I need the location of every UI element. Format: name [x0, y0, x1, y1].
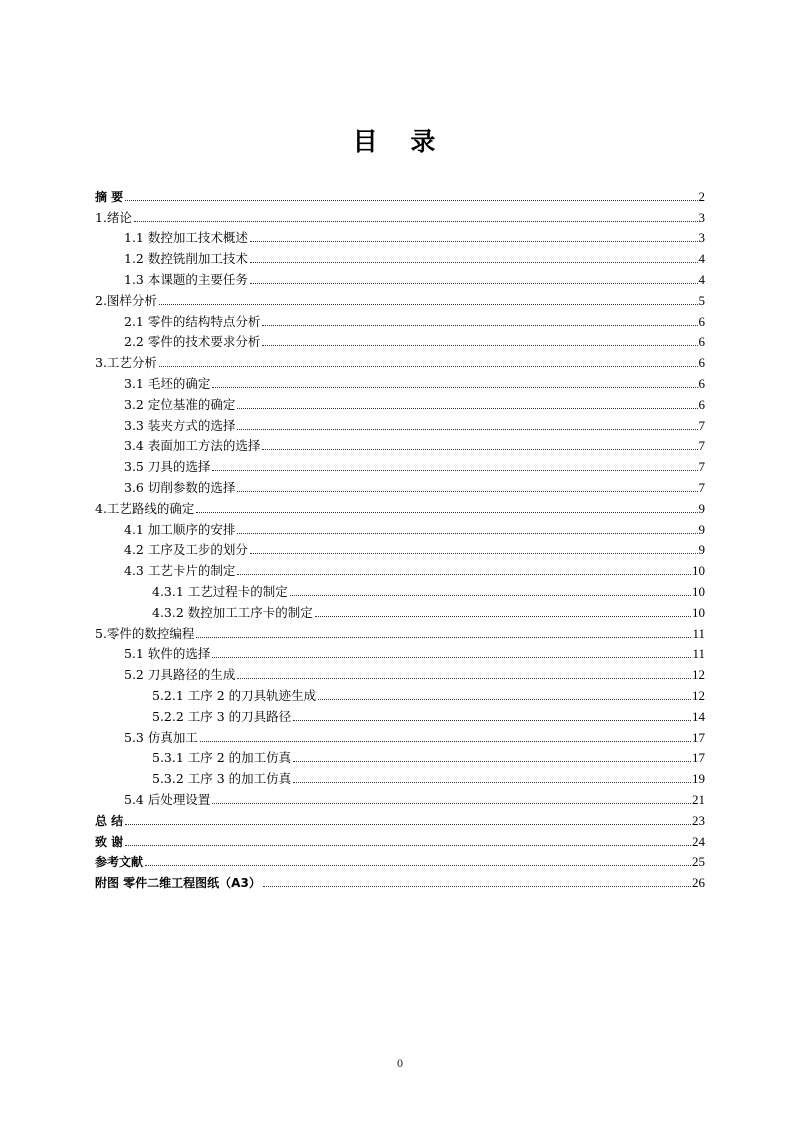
toc-entry-page: 14 — [692, 708, 705, 724]
toc-entry-label: 5.3.2 工序 3 的加工仿真 — [152, 771, 292, 787]
toc-entry-page: 25 — [692, 854, 705, 870]
toc-entry[interactable] — [95, 725, 705, 746]
dot-leader — [134, 210, 698, 224]
toc-entry-page: 6 — [698, 334, 705, 350]
toc-entry[interactable] — [95, 267, 705, 288]
toc-entry[interactable] — [95, 475, 705, 496]
toc-entry-label: 3.工艺分析 — [95, 355, 157, 371]
toc-entry-label: 5.零件的数控编程 — [95, 625, 195, 641]
toc-entry-label: 3.5 刀具的选择 — [124, 459, 211, 475]
toc-entry[interactable] — [95, 413, 705, 434]
toc-entry-label: 4.1 加工顺序的安排 — [124, 521, 236, 537]
toc-entry-page: 12 — [692, 687, 705, 703]
toc-entry[interactable] — [95, 392, 705, 413]
toc-entry[interactable] — [95, 600, 705, 621]
toc-entry-page: 24 — [692, 833, 705, 849]
dot-leader — [315, 605, 691, 619]
dot-leader — [212, 376, 697, 390]
toc-entry[interactable] — [95, 642, 705, 663]
toc-entry-label: 附图 零件二维工程图纸（A3） — [95, 876, 261, 891]
toc-entry[interactable] — [95, 538, 705, 559]
toc-entry-label: 2.2 零件的技术要求分析 — [124, 334, 261, 350]
dot-leader — [212, 459, 697, 473]
dot-leader — [237, 522, 697, 536]
toc-entry-label: 4.3 工艺卡片的制定 — [124, 563, 236, 579]
toc-entry[interactable] — [95, 662, 705, 683]
toc-entry-page: 7 — [698, 479, 705, 495]
toc-entry-label: 4.3.2 数控加工工序卡的制定 — [152, 604, 313, 620]
toc-entry[interactable] — [95, 496, 705, 517]
dot-leader — [145, 854, 691, 868]
dot-leader — [263, 875, 691, 889]
table-of-contents — [95, 184, 705, 891]
dot-leader — [125, 834, 691, 848]
toc-entry-label: 5.2.1 工序 2 的刀具轨迹生成 — [152, 687, 317, 703]
toc-entry[interactable] — [95, 829, 705, 850]
dot-leader — [250, 542, 698, 556]
dot-leader — [237, 480, 697, 494]
dot-leader — [159, 293, 698, 307]
toc-entry[interactable] — [95, 621, 705, 642]
toc-entry-page: 10 — [692, 563, 705, 579]
toc-entry-label: 1.2 数控铣削加工技术 — [124, 251, 248, 267]
toc-entry-page: 9 — [698, 521, 705, 537]
dot-leader — [125, 813, 691, 827]
toc-entry-page: 3 — [698, 230, 705, 246]
dot-leader — [250, 230, 698, 244]
toc-entry-label: 1.绪论 — [95, 209, 132, 225]
toc-entry[interactable] — [95, 683, 705, 704]
toc-entry-page: 9 — [698, 542, 705, 558]
dot-leader — [212, 646, 691, 660]
toc-entry-page: 2 — [698, 188, 705, 204]
dot-leader — [262, 334, 697, 348]
dot-leader — [318, 688, 691, 702]
toc-entry[interactable] — [95, 434, 705, 455]
toc-entry-label: 3.4 表面加工方法的选择 — [124, 438, 261, 454]
toc-entry-label: 3.3 装夹方式的选择 — [124, 417, 236, 433]
toc-entry[interactable] — [95, 454, 705, 475]
toc-entry-page: 19 — [692, 771, 705, 787]
toc-entry-page: 17 — [692, 729, 705, 745]
toc-entry[interactable] — [95, 787, 705, 808]
toc-entry-page: 7 — [698, 417, 705, 433]
toc-entry-page: 11 — [692, 625, 705, 641]
dot-leader — [159, 355, 698, 369]
toc-entry-label: 5.2.2 工序 3 的刀具路径 — [152, 708, 292, 724]
dot-leader — [237, 667, 691, 681]
toc-entry-page: 6 — [698, 396, 705, 412]
toc-entry-label: 参考文献 — [95, 855, 144, 870]
toc-entry-page: 23 — [692, 812, 705, 828]
toc-entry[interactable] — [95, 330, 705, 351]
toc-entry-page: 26 — [692, 875, 705, 891]
toc-entry-page: 17 — [692, 750, 705, 766]
toc-entry-label: 4.3.1 工艺过程卡的制定 — [152, 583, 288, 599]
dot-leader — [290, 584, 691, 598]
toc-entry[interactable] — [95, 371, 705, 392]
toc-entry-label: 3.2 定位基准的确定 — [124, 396, 236, 412]
dot-leader — [262, 314, 697, 328]
toc-entry-page: 5 — [698, 292, 705, 308]
toc-entry-page: 21 — [692, 791, 705, 807]
toc-entry-page: 10 — [692, 604, 705, 620]
toc-entry[interactable] — [95, 517, 705, 538]
toc-entry-label: 4.工艺路线的确定 — [95, 500, 195, 516]
dot-leader — [237, 397, 697, 411]
toc-entry[interactable] — [95, 350, 705, 371]
toc-entry[interactable] — [95, 766, 705, 787]
dot-leader — [250, 272, 698, 286]
toc-entry[interactable] — [95, 309, 705, 330]
toc-entry-label: 4.2 工序及工步的划分 — [124, 542, 248, 558]
toc-entry-label: 1.3 本课题的主要任务 — [124, 271, 248, 287]
toc-entry-label: 5.2 刀具路径的生成 — [124, 667, 236, 683]
toc-entry-label: 1.1 数控加工技术概述 — [124, 230, 248, 246]
dot-leader — [196, 501, 697, 515]
dot-leader — [237, 418, 697, 432]
toc-entry-label: 2.图样分析 — [95, 292, 157, 308]
toc-entry-label: 5.3 仿真加工 — [124, 729, 198, 745]
toc-entry-page: 7 — [698, 459, 705, 475]
dot-leader — [293, 771, 691, 785]
toc-entry[interactable] — [95, 746, 705, 767]
dot-leader — [293, 709, 691, 723]
toc-entry-page: 10 — [692, 583, 705, 599]
toc-entry[interactable] — [95, 246, 705, 267]
toc-entry[interactable] — [95, 850, 705, 871]
toc-entry[interactable] — [95, 579, 705, 600]
toc-entry[interactable] — [95, 226, 705, 247]
dot-leader — [196, 626, 691, 640]
toc-entry-label: 总 结 — [95, 813, 124, 828]
toc-entry[interactable] — [95, 808, 705, 829]
toc-entry-label: 3.6 切削参数的选择 — [124, 479, 236, 495]
toc-entry-page: 6 — [698, 355, 705, 371]
toc-entry-label: 5.4 后处理设置 — [124, 791, 211, 807]
toc-entry[interactable] — [95, 184, 705, 205]
toc-entry-page: 3 — [698, 209, 705, 225]
page-number: 0 — [397, 1056, 403, 1070]
toc-entry-page: 4 — [698, 251, 705, 267]
toc-entry-label: 摘 要 — [95, 189, 124, 204]
toc-entry[interactable] — [95, 205, 705, 226]
toc-entry-page: 12 — [692, 667, 705, 683]
dot-leader — [262, 438, 697, 452]
toc-entry-label: 3.1 毛坯的确定 — [124, 375, 211, 391]
dot-leader — [200, 730, 691, 744]
dot-leader — [293, 750, 691, 764]
dot-leader — [250, 251, 698, 265]
toc-entry-page: 7 — [698, 438, 705, 454]
toc-entry-label: 5.1 软件的选择 — [124, 646, 211, 662]
toc-entry-label: 致 谢 — [95, 834, 124, 849]
toc-entry[interactable] — [95, 288, 705, 309]
dot-leader — [212, 792, 691, 806]
toc-entry-page: 4 — [698, 271, 705, 287]
toc-entry[interactable] — [95, 704, 705, 725]
toc-entry-page: 6 — [698, 313, 705, 329]
dot-leader — [237, 563, 691, 577]
toc-entry[interactable] — [95, 870, 705, 891]
toc-entry-page: 6 — [698, 375, 705, 391]
toc-entry-label: 5.3.1 工序 2 的加工仿真 — [152, 750, 292, 766]
toc-entry-page: 11 — [692, 646, 705, 662]
dot-leader — [125, 189, 697, 203]
toc-entry-page: 9 — [698, 500, 705, 516]
page-title: 目 录 — [352, 127, 448, 156]
toc-entry[interactable] — [95, 558, 705, 579]
toc-entry-label: 2.1 零件的结构特点分析 — [124, 313, 261, 329]
